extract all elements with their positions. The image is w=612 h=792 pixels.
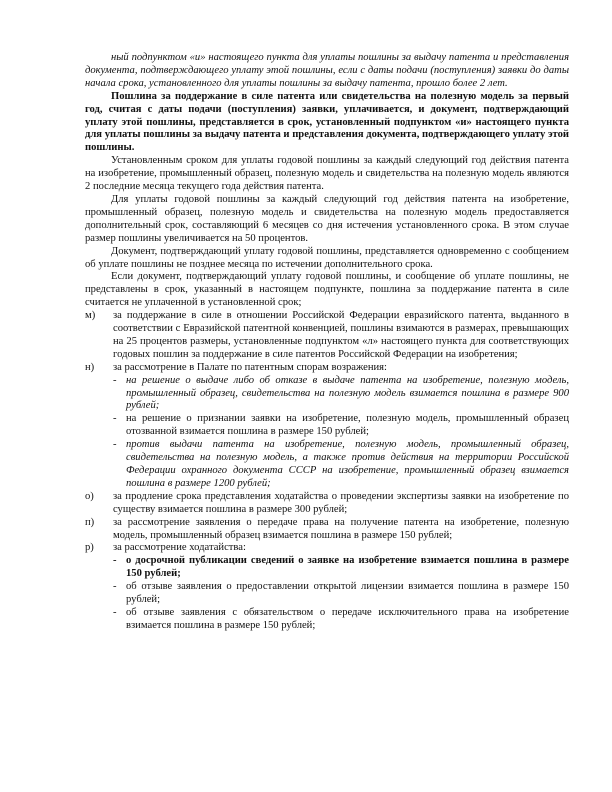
item-label: м) bbox=[85, 310, 96, 322]
item-label: п) bbox=[85, 516, 95, 528]
sub-item-text: на решение о выдаче либо об отказе в выдаче патента на изобретение, полезную модель, промышленный образец, свидетельства на полезную модель взимается пошлина в размере 900 рублей; bbox=[126, 374, 569, 412]
sub-item-text: против выдачи патента на изобретение, полезную модель, промышленный образец, свидетельства на полезную модель, а также против действия на территории Российской Федерации охранного документа СССР на изобретение, промышленный образец взимается пошлина в размере 1200 рублей; bbox=[126, 439, 569, 489]
item-label: р) bbox=[85, 542, 94, 554]
sub-item bbox=[113, 413, 569, 439]
sub-item-text: о досрочной публикации сведений о заявке на изобретение взимается пошлина в размере 150 рублей; bbox=[126, 555, 569, 580]
sub-item-text: на решение о признании заявки на изобретение, полезную модель, промышленный образец отозванной взимается пошлина в размере 150 рублей; bbox=[126, 413, 569, 438]
item-text: за поддержание в силе в отношении Российской Федерации евразийского патента, выданного в соответствии с Евразийской патентной конвенцией, пошлины взимаются в размерах, превышающих на 25 процентов размеры, установленные подпунктом «л» настоящего пункта для соответствующих годовых пошлин за поддержание в силе патентов Российской Федерации на изобретения; bbox=[113, 310, 569, 360]
item-p bbox=[85, 517, 569, 543]
paragraph-annual-fee-term: Установленным сроком для уплаты годовой пошлины за каждый следующий год действия патента на изобретение, промышленный образец, полезную модель и свидетельства на полезную модель являются 2 последние месяца текущего года действия патента. bbox=[85, 155, 569, 193]
paragraph-payment-document: Документ, подтверждающий уплату годовой пошлины, представляется одновременно с сообщением об уплате пошлины не позднее месяца по истечении дополнительного срока. bbox=[85, 245, 569, 270]
item-text: за рассмотрение заявления о передаче права на получение патента на изобретение, полезную модель, промышленный образец взимается пошлина в размере 150 рублей; bbox=[113, 516, 569, 541]
sub-item bbox=[113, 375, 569, 414]
item-label: н) bbox=[85, 361, 95, 373]
sub-item-text: об отзыве заявления с обязательством о передаче исключительного права на изобретение взимается пошлина в размере 150 рублей; bbox=[126, 606, 569, 631]
dash-marker: - bbox=[113, 581, 117, 593]
item-m bbox=[85, 310, 569, 362]
sub-item bbox=[113, 581, 569, 607]
sub-item bbox=[113, 607, 569, 633]
dash-marker: - bbox=[113, 555, 117, 567]
sub-item bbox=[113, 439, 569, 491]
item-o bbox=[85, 491, 569, 517]
sub-item bbox=[113, 555, 569, 581]
item-label: о) bbox=[85, 490, 94, 502]
dash-marker: - bbox=[113, 413, 117, 425]
paragraph-not-paid: Если документ, подтверждающий уплату годовой пошлины, и сообщение об уплате пошлины, не представлены в срок, указанный в настоящем подпункте, пошлина за поддержание патента в силе считается не уплаченной в установленной срок; bbox=[85, 271, 569, 309]
sub-item-text: об отзыве заявления о предоставлении открытой лицензии взимается пошлина в размере 150 рублей; bbox=[126, 581, 569, 606]
paragraph-continuation: ный подпунктом «и» настоящего пункта для уплаты пошлины за выдачу патента и представления документа, подтверждающего уплату этой пошлины, если с даты подачи (поступления) заявки до даты начала срока, установленного для уплаты пошлины за выдачу патента, прошло более 2 лет. bbox=[85, 52, 569, 89]
paragraph-first-year-fee: Пошлина за поддержание в силе патента или свидетельства на полезную модель за первый год, считая с даты подачи (поступления) заявки, уплачивается, и документ, подтверждающий уплату этой пошлины, представляется в срок, установленный подпунктом «и» настоящего пункта для уплаты пошлины за выдачу патента и представления документа, подтверждающего уплату этой пошлины. bbox=[85, 90, 569, 154]
item-n bbox=[85, 362, 569, 375]
paragraph-additional-term: Для уплаты годовой пошлины за каждый следующий год действия патента на изобретение, промышленный образец, полезную модель и свидетельства на полезную модель предоставляется дополнительный срок, составляющий 6 месяцев со дня истечения установленного срока. В этом случае размер пошлины увеличивается на 50 процентов. bbox=[85, 193, 569, 244]
dash-marker: - bbox=[113, 606, 117, 618]
item-r bbox=[85, 542, 569, 555]
item-text: за продление срока представления ходатайства о проведении экспертизы заявки на изобретение по существу взимается пошлина в размере 300 рублей; bbox=[113, 490, 569, 515]
item-text: за рассмотрение в Палате по патентным спорам возражения: bbox=[113, 361, 387, 373]
item-text: за рассмотрение ходатайства: bbox=[113, 542, 246, 554]
document-page bbox=[85, 52, 569, 633]
dash-marker: - bbox=[113, 439, 117, 451]
dash-marker: - bbox=[113, 374, 117, 386]
